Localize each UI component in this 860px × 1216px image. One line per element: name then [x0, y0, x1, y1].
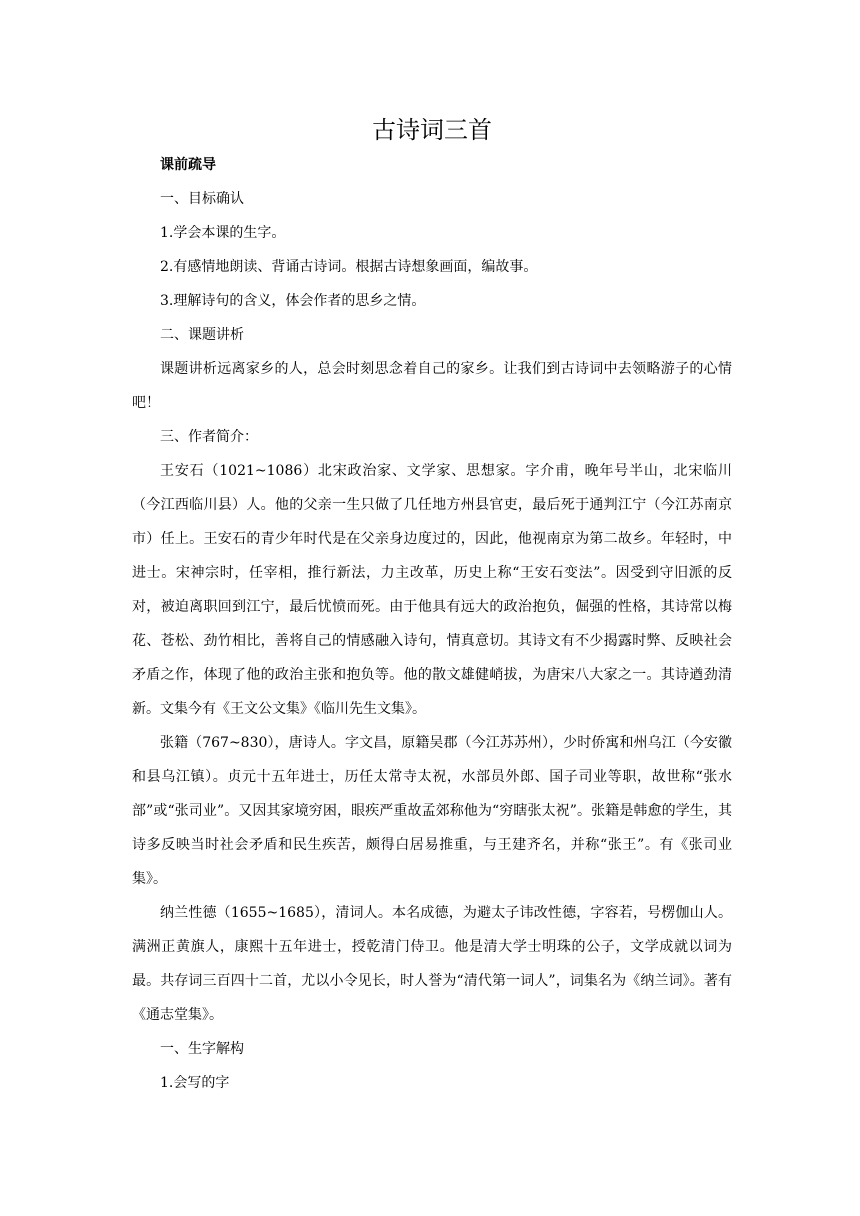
heading-topic-analysis: 二、课题讲析 — [160, 327, 244, 343]
subheading-writing-characters: 1.会写的字 — [160, 1075, 230, 1091]
heading-objectives: 一、目标确认 — [160, 191, 244, 207]
objective-item: 2.有感情地朗读、背诵古诗词。根据古诗想象画面，编故事。 — [160, 259, 538, 275]
author-paragraph-nalan-xingde: 纳兰性德（1655~1685），清词人。本名成德，为避太子讳改性德，字容若，号楞伽山人。满洲正黄旗人，康熙十五年进士，授乾清门侍卫。他是清大学士明珠的公子，文学成就以词为最。共存词三百四十二首，尤以小令见长，时人誉为“清代第一词人”，词集名为《纳兰词》。著有《通志堂集》。 — [132, 905, 732, 1023]
heading-character-analysis: 一、生字解构 — [160, 1041, 244, 1057]
author-paragraph-wang-anshi: 王安石（1021~1086）北宋政治家、文学家、思想家。字介甫，晚年号半山，北宋临川（今江西临川县）人。他的父亲一生只做了几任地方州县官吏，最后死于通判江宁（今江苏南京市）任上。王安石的青少年时代是在父亲身边度过的，因此，他视南京为第二故乡。年轻时，中进士。宋神宗时，任宰相，推行新法，力主改革，历史上称“王安石变法”。因受到守旧派的反对，被迫离职回到江宁，最后忧愤而死。由于他具有远大的政治抱负，倔强的性格，其诗常以梅花、苍松、劲竹相比，善将自己的情感融入诗句，情真意切。其诗文有不少揭露时弊、反映社会矛盾之作，体现了他的政治主张和抱负等。他的散文雄健峭拔，为唐宋八大家之一。其诗遒劲清新。文集今有《王文公文集》《临川先生文集》。 — [132, 463, 732, 717]
objective-item: 3.理解诗句的含义，体会作者的思乡之情。 — [160, 293, 426, 309]
heading-author-intro: 三、作者简介： — [160, 429, 258, 445]
objective-item: 1.学会本课的生字。 — [160, 225, 286, 241]
author-paragraph-zhang-ji: 张籍（767~830），唐诗人。字文昌，原籍吴郡（今江苏苏州），少时侨寓和州乌江（今安徽和县乌江镇）。贞元十五年进士，历任太常寺太祝，水部员外郎、国子司业等职，故世称“张水部”或“张司业”。又因其家境穷困，眼疾严重故孟郊称他为“穷瞎张太祝”。张籍是韩愈的学生，其诗多反映当时社会矛盾和民生疾苦，颇得白居易推重，与王建齐名，并称“张王”。有《张司业集》。 — [132, 735, 732, 887]
document-title: 古诗词三首 — [372, 116, 492, 144]
section-heading: 课前疏导 — [160, 157, 216, 173]
topic-analysis-paragraph: 课题讲析远离家乡的人，总会时刻思念着自己的家乡。让我们到古诗词中去领略游子的心情吧！ — [132, 361, 732, 411]
